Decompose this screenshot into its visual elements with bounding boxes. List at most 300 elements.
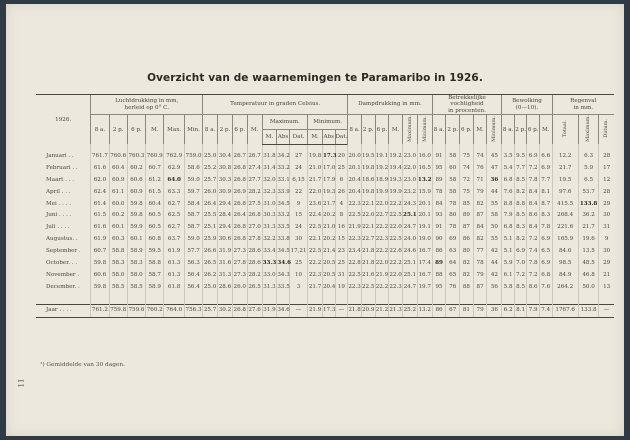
table-cell: 19.0: [417, 234, 432, 246]
row-label: October. . .: [46, 260, 78, 267]
table-cell: 20.4: [322, 282, 335, 294]
table-cell: 58.0: [109, 270, 127, 282]
table-cell: 22.3: [348, 282, 362, 294]
cloud-col-header: M.: [539, 115, 552, 145]
vapor-group-header: Dampdrukking in mm.: [348, 95, 432, 115]
table-cell: 25.5: [203, 210, 218, 222]
table-cell: 8.4: [527, 222, 540, 234]
table-cell: 32.2: [262, 234, 277, 246]
table-cell: 20.1: [348, 163, 362, 175]
table-cell: 22.0: [361, 210, 375, 222]
table-cell: 61.5: [91, 210, 109, 222]
table-cell: 76: [446, 282, 460, 294]
table-cell: 23.6: [308, 199, 323, 211]
table-cell: 84.6: [552, 246, 578, 258]
table-cell: 60.6: [127, 175, 145, 187]
humidity-col-header: 8 a.: [432, 115, 446, 145]
table-cell: 25.7: [203, 175, 218, 187]
table-cell: 34.6: [277, 258, 290, 270]
table-cell: 22.0: [375, 199, 389, 211]
table-cell: 22.3: [308, 270, 323, 282]
table-cell: 25.1: [402, 258, 417, 270]
table-cell: 19.1: [375, 151, 389, 163]
table-cell: 26.5: [203, 258, 218, 270]
table-cell: 31.6: [218, 258, 233, 270]
table-cell: 84: [432, 199, 446, 211]
table-cell: 26.6: [203, 246, 218, 258]
table-cell: 19.4: [389, 163, 403, 175]
table-cell: 23.4: [348, 246, 362, 258]
table-cell: 58.7: [184, 222, 202, 234]
table-cell: 60.0: [109, 199, 127, 211]
table-cell: 65: [446, 270, 460, 282]
table-cell: 89: [432, 175, 446, 187]
table-row: [36, 222, 614, 234]
table-cell: 62.9: [164, 163, 185, 175]
table-cell: 19.8: [308, 151, 323, 163]
table-cell: 64: [446, 258, 460, 270]
table-cell: 759.0: [184, 151, 202, 163]
table-cell: 58: [446, 187, 460, 199]
footnote: ¹) Gemiddelde van 30 dagen.: [40, 362, 125, 368]
table-cell: 33.8: [277, 234, 290, 246]
table-cell: 33.3: [262, 258, 277, 270]
table-cell: 6,15: [289, 175, 307, 187]
table-cell: 60.6: [91, 270, 109, 282]
table-cell: 20.2: [322, 210, 335, 222]
table-row: [36, 199, 614, 211]
table-cell: 24.6: [402, 246, 417, 258]
table-cell: 762.9: [164, 151, 185, 163]
pressure-col-header: 6 p.: [127, 115, 145, 145]
table-cell: 6.9: [527, 151, 540, 163]
table-cell: 26.8: [232, 222, 247, 234]
table-cell: 59.8: [127, 199, 145, 211]
table-cell: 89: [432, 258, 446, 270]
table-cell: 165.9: [552, 234, 578, 246]
table-cell: 78: [446, 222, 460, 234]
table-cell: 30: [289, 234, 307, 246]
table-cell: 62.5: [164, 210, 185, 222]
table-cell: 67: [446, 304, 460, 317]
table-cell: 60: [446, 163, 460, 175]
table-cell: 60.1: [127, 234, 145, 246]
table-row: [36, 210, 614, 222]
table-cell: 26: [335, 187, 348, 199]
humidity-min-header: Minimum.: [487, 115, 502, 145]
table-cell: 60.8: [146, 234, 164, 246]
table-cell: 75: [460, 187, 474, 199]
table-row: [36, 270, 614, 282]
table-cell: 36: [487, 304, 502, 317]
table-cell: 36.2: [578, 210, 599, 222]
table-cell: 5.9: [502, 258, 515, 270]
table-cell: 27.0: [247, 222, 262, 234]
table-cell: 87: [473, 210, 487, 222]
table-cell: 89: [460, 210, 474, 222]
table-cell: 85: [460, 199, 474, 211]
table-cell: 60.9: [109, 175, 127, 187]
table-cell: 7.2: [527, 270, 540, 282]
table-cell: 27.8: [247, 234, 262, 246]
table-cell: 22.2: [375, 246, 389, 258]
table-cell: 58.4: [184, 199, 202, 211]
table-cell: 22.7: [375, 210, 389, 222]
table-cell: 21.8: [361, 258, 375, 270]
table-cell: 31.0: [262, 199, 277, 211]
table-cell: 30.3: [262, 210, 277, 222]
table-cell: 45: [487, 151, 502, 163]
table-cell: 8.2: [514, 187, 527, 199]
table-cell: 22.1: [361, 222, 375, 234]
page-number: 11: [17, 378, 26, 388]
table-cell: 27.6: [247, 304, 262, 317]
temp-col-header: M.: [247, 115, 262, 145]
table-cell: 7.6: [502, 187, 515, 199]
table-cell: 74: [473, 151, 487, 163]
table-cell: 79: [473, 270, 487, 282]
table-cell: 6.6: [539, 151, 552, 163]
table-cell: 8.4: [527, 187, 540, 199]
table-cell: 80: [460, 246, 474, 258]
table-cell: 46.8: [578, 270, 599, 282]
table-cell: 22.0: [375, 258, 389, 270]
pressure-col-header: Max.: [164, 115, 185, 145]
table-cell: 58.9: [127, 246, 145, 258]
table-cell: 8.6: [527, 282, 540, 294]
cloud-col-header: 8 a.: [502, 115, 515, 145]
table-cell: 7.8: [527, 258, 540, 270]
table-cell: 28.6: [247, 258, 262, 270]
table-cell: 6: [335, 175, 348, 187]
table-cell: 31.3: [262, 222, 277, 234]
table-cell: 8.1: [539, 187, 552, 199]
table-cell: 268.4: [552, 210, 578, 222]
table-cell: 33.5: [277, 282, 290, 294]
table-cell: 16: [335, 222, 348, 234]
table-row: [36, 234, 614, 246]
table-row: [36, 246, 614, 258]
table-cell: 98.5: [552, 258, 578, 270]
table-cell: 13.5: [578, 246, 599, 258]
table-cell: 19.2: [389, 151, 403, 163]
table-cell: 53.7: [578, 187, 599, 199]
row-label: Jaar . . . .: [36, 304, 91, 317]
table-cell: 62.7: [164, 222, 185, 234]
table-cell: 47: [487, 163, 502, 175]
table-cell: 82: [473, 234, 487, 246]
pressure-col-header: 8 a.: [91, 115, 109, 145]
humidity-col-header: M.: [473, 115, 487, 145]
table-cell: 17.3: [322, 151, 335, 163]
table-cell: 30.2: [218, 304, 233, 317]
table-cell: 7.7: [539, 175, 552, 187]
table-cell: 48.5: [578, 258, 599, 270]
table-cell: 95: [432, 163, 446, 175]
table-cell: 16.7: [417, 270, 432, 282]
table-cell: 97.6: [552, 187, 578, 199]
table-cell: 87: [460, 222, 474, 234]
temp-min-sub-header: Dat.: [335, 130, 348, 145]
table-cell: 24: [289, 222, 307, 234]
table-cell: 24: [289, 163, 307, 175]
table-cell: 7.0: [514, 258, 527, 270]
table-cell: 30.9: [218, 187, 233, 199]
table-cell: 33.5: [277, 222, 290, 234]
table-cell: 29.4: [218, 199, 233, 211]
table-cell: 27.3: [232, 270, 247, 282]
table-cell: 82: [460, 258, 474, 270]
table-cell: 61.9: [91, 234, 109, 246]
table-cell: 84.9: [552, 270, 578, 282]
table-cell: 26.4: [232, 210, 247, 222]
temp-max-sub-header: M.: [262, 130, 277, 145]
rain-vert-header: Datum.: [599, 115, 614, 145]
table-cell: 13.2: [417, 175, 432, 187]
table-cell: 22.0: [389, 222, 403, 234]
table-cell: 26.0: [232, 282, 247, 294]
table-cell: 61.8: [164, 282, 185, 294]
table-cell: 21.0: [322, 222, 335, 234]
table-cell: 33.2: [277, 163, 290, 175]
table-cell: 25.7: [203, 304, 218, 317]
table-cell: 24.3: [402, 199, 417, 211]
table-cell: 22.1: [361, 199, 375, 211]
table-cell: 58: [446, 175, 460, 187]
rain-vert-header: Maximum.: [578, 115, 599, 145]
table-cell: 50.0: [578, 282, 599, 294]
humidity-col-header: 6 p.: [460, 115, 474, 145]
table-cell: 90: [432, 234, 446, 246]
table-cell: 5.8: [502, 282, 515, 294]
table-cell: 58: [487, 210, 502, 222]
table-cell: 133.8: [578, 304, 599, 317]
table-cell: 56.3: [184, 258, 202, 270]
table-cell: 26.8: [232, 199, 247, 211]
table-cell: 88: [460, 282, 474, 294]
table-cell: 30.8: [218, 163, 233, 175]
table-cell: 79: [473, 187, 487, 199]
table-cell: 36: [487, 175, 502, 187]
table-cell: 22.3: [375, 234, 389, 246]
table-cell: 23.2: [402, 187, 417, 199]
table-cell: 22.2: [375, 222, 389, 234]
table-cell: 22.2: [389, 199, 403, 211]
table-cell: 60.4: [146, 199, 164, 211]
table-cell: 8.8: [514, 199, 527, 211]
table-cell: 75: [460, 151, 474, 163]
table-cell: 5.4: [502, 163, 515, 175]
table-cell: 10: [289, 270, 307, 282]
rain-total-header: Totaal.: [552, 115, 578, 145]
table-cell: 55: [487, 234, 502, 246]
table-cell: 58.8: [146, 258, 164, 270]
table-cell: 760.6: [109, 151, 127, 163]
table-cell: 30.3: [218, 175, 233, 187]
table-cell: 18.9: [375, 175, 389, 187]
table-cell: 25.1: [402, 270, 417, 282]
table-cell: 33.2: [277, 210, 290, 222]
table-cell: 27.5: [247, 199, 262, 211]
table-cell: 25.2: [203, 163, 218, 175]
table-cell: 21.0: [308, 163, 323, 175]
table-cell: 61.1: [109, 187, 127, 199]
table-cell: 21.8: [348, 304, 362, 317]
table-cell: 7.2: [514, 270, 527, 282]
table-cell: 19.8: [361, 163, 375, 175]
table-cell: 7.9: [527, 304, 540, 317]
row-label: Juni . . . .: [46, 212, 72, 219]
table-cell: 93: [432, 210, 446, 222]
table-cell: 756.3: [184, 304, 202, 317]
table-cell: 27.8: [232, 258, 247, 270]
table-cell: 8.8: [502, 199, 515, 211]
table-cell: 87: [473, 282, 487, 294]
table-cell: 32.3: [262, 187, 277, 199]
table-cell: 8.2: [514, 234, 527, 246]
table-cell: 20.5: [322, 258, 335, 270]
table-cell: 33.9: [277, 187, 290, 199]
table-cell: 28: [599, 151, 614, 163]
table-cell: 24.7: [402, 282, 417, 294]
pressure-col-header: Min.: [184, 115, 202, 145]
table-cell: 61.9: [164, 246, 185, 258]
temp-max-sub-header: Dat.: [289, 130, 307, 145]
table-cell: 22.5: [308, 246, 323, 258]
row-label: Juli . . . .: [46, 224, 70, 231]
table-cell: 25.1: [402, 210, 417, 222]
table-cell: 63.3: [164, 187, 185, 199]
table-cell: 133.8: [578, 199, 599, 211]
table-cell: 62.4: [91, 187, 109, 199]
temperature-group-header: Temperatuur in graden Celsius.: [203, 95, 348, 115]
table-cell: 20.5: [322, 270, 335, 282]
table-cell: 19.7: [417, 282, 432, 294]
table-cell: 26.8: [232, 163, 247, 175]
table-cell: 15: [289, 210, 307, 222]
table-cell: 415.5: [552, 199, 578, 211]
table-cell: 61.6: [91, 222, 109, 234]
table-cell: 22.6: [389, 246, 403, 258]
page-title: Overzicht van de waarnemingen te Paramaribo in 1926.: [147, 72, 483, 84]
table-cell: 34.2: [277, 151, 290, 163]
table-cell: 13.2: [417, 304, 432, 317]
table-cell: 19.2: [375, 163, 389, 175]
table-cell: 6.9: [514, 246, 527, 258]
table-row: [36, 163, 614, 175]
humidity-col-header: 2 p.: [446, 115, 460, 145]
table-cell: 21.2: [375, 304, 389, 317]
row-label: Maart . . .: [46, 176, 74, 183]
table-cell: 81: [460, 304, 474, 317]
table-cell: 6.2: [502, 304, 515, 317]
table-cell: 24.7: [402, 222, 417, 234]
table-cell: 55: [487, 199, 502, 211]
table-cell: 34.5: [277, 246, 290, 258]
table-cell: 82: [473, 199, 487, 211]
table-cell: 30.4: [218, 151, 233, 163]
table-cell: 24.0: [402, 234, 417, 246]
table-cell: 6.8: [502, 175, 515, 187]
table-cell: 20.2: [322, 234, 335, 246]
table-cell: 71: [473, 175, 487, 187]
table-cell: 20.1: [417, 199, 432, 211]
table-cell: 34.5: [277, 199, 290, 211]
table-cell: 28.2: [247, 270, 262, 282]
vapor-vert-header: Maximum.: [402, 115, 417, 145]
table-cell: 6.9: [539, 258, 552, 270]
table-cell: 21.7: [308, 282, 323, 294]
table-cell: 50: [487, 222, 502, 234]
table-cell: 29.4: [218, 222, 233, 234]
table-cell: 20.4: [348, 187, 362, 199]
table-cell: 31.9: [262, 304, 277, 317]
table-cell: 9: [289, 199, 307, 211]
table-cell: 26.7: [232, 151, 247, 163]
table-cell: 29: [599, 258, 614, 270]
table-cell: 33.1: [277, 175, 290, 187]
table-cell: 80: [446, 210, 460, 222]
table-cell: 58.7: [184, 210, 202, 222]
table-cell: 22.2: [308, 258, 323, 270]
table-cell: 17.4: [417, 258, 432, 270]
table-cell: 33.4: [262, 246, 277, 258]
table-cell: —: [335, 304, 348, 317]
temp-col-header: 8 a.: [203, 115, 218, 145]
table-cell: 7.9: [502, 210, 515, 222]
table-cell: 8.4: [527, 199, 540, 211]
table-cell: 26.7: [247, 151, 262, 163]
table-cell: 21.9: [375, 270, 389, 282]
table-cell: 19.3: [389, 175, 403, 187]
row-label: November .: [46, 272, 80, 278]
temp-col-header: 2 p.: [218, 115, 233, 145]
pressure-col-header: M.: [146, 115, 164, 145]
table-cell: 25: [335, 258, 348, 270]
humidity-group-header: Betrekkelijke vochtigheid in procenten.: [432, 95, 502, 115]
row-label: Mei . . . .: [46, 200, 72, 207]
temp-min-header: Minimum.: [308, 115, 348, 130]
table-cell: 22.0: [402, 163, 417, 175]
table-cell: 9: [599, 234, 614, 246]
temp-min-sub-header: Abs: [322, 130, 335, 145]
row-label: Januari . .: [46, 152, 74, 159]
table-row: [36, 187, 614, 199]
table-cell: 59.7: [184, 187, 202, 199]
table-cell: 8.7: [539, 199, 552, 211]
table-cell: 63.7: [164, 234, 185, 246]
table-cell: 22.4: [308, 210, 323, 222]
table-cell: 760.9: [146, 151, 164, 163]
table-cell: 26.8: [232, 234, 247, 246]
table-cell: 28: [599, 187, 614, 199]
observations-table-wrap: [36, 94, 614, 318]
table-cell: 44: [487, 258, 502, 270]
table-cell: 8.6: [527, 210, 540, 222]
table-cell: 17: [599, 163, 614, 175]
vapor-col-header: 8 a.: [348, 115, 362, 145]
table-cell: 84: [473, 222, 487, 234]
cloud-col-header: 2 p.: [514, 115, 527, 145]
table-cell: 22.7: [361, 234, 375, 246]
table-cell: 6.1: [502, 270, 515, 282]
table-cell: 22.0: [308, 187, 323, 199]
table-cell: 26.0: [203, 187, 218, 199]
table-cell: 61.2: [146, 175, 164, 187]
table-cell: 7.4: [539, 304, 552, 317]
table-cell: 58.5: [127, 282, 145, 294]
table-cell: 88: [432, 270, 446, 282]
